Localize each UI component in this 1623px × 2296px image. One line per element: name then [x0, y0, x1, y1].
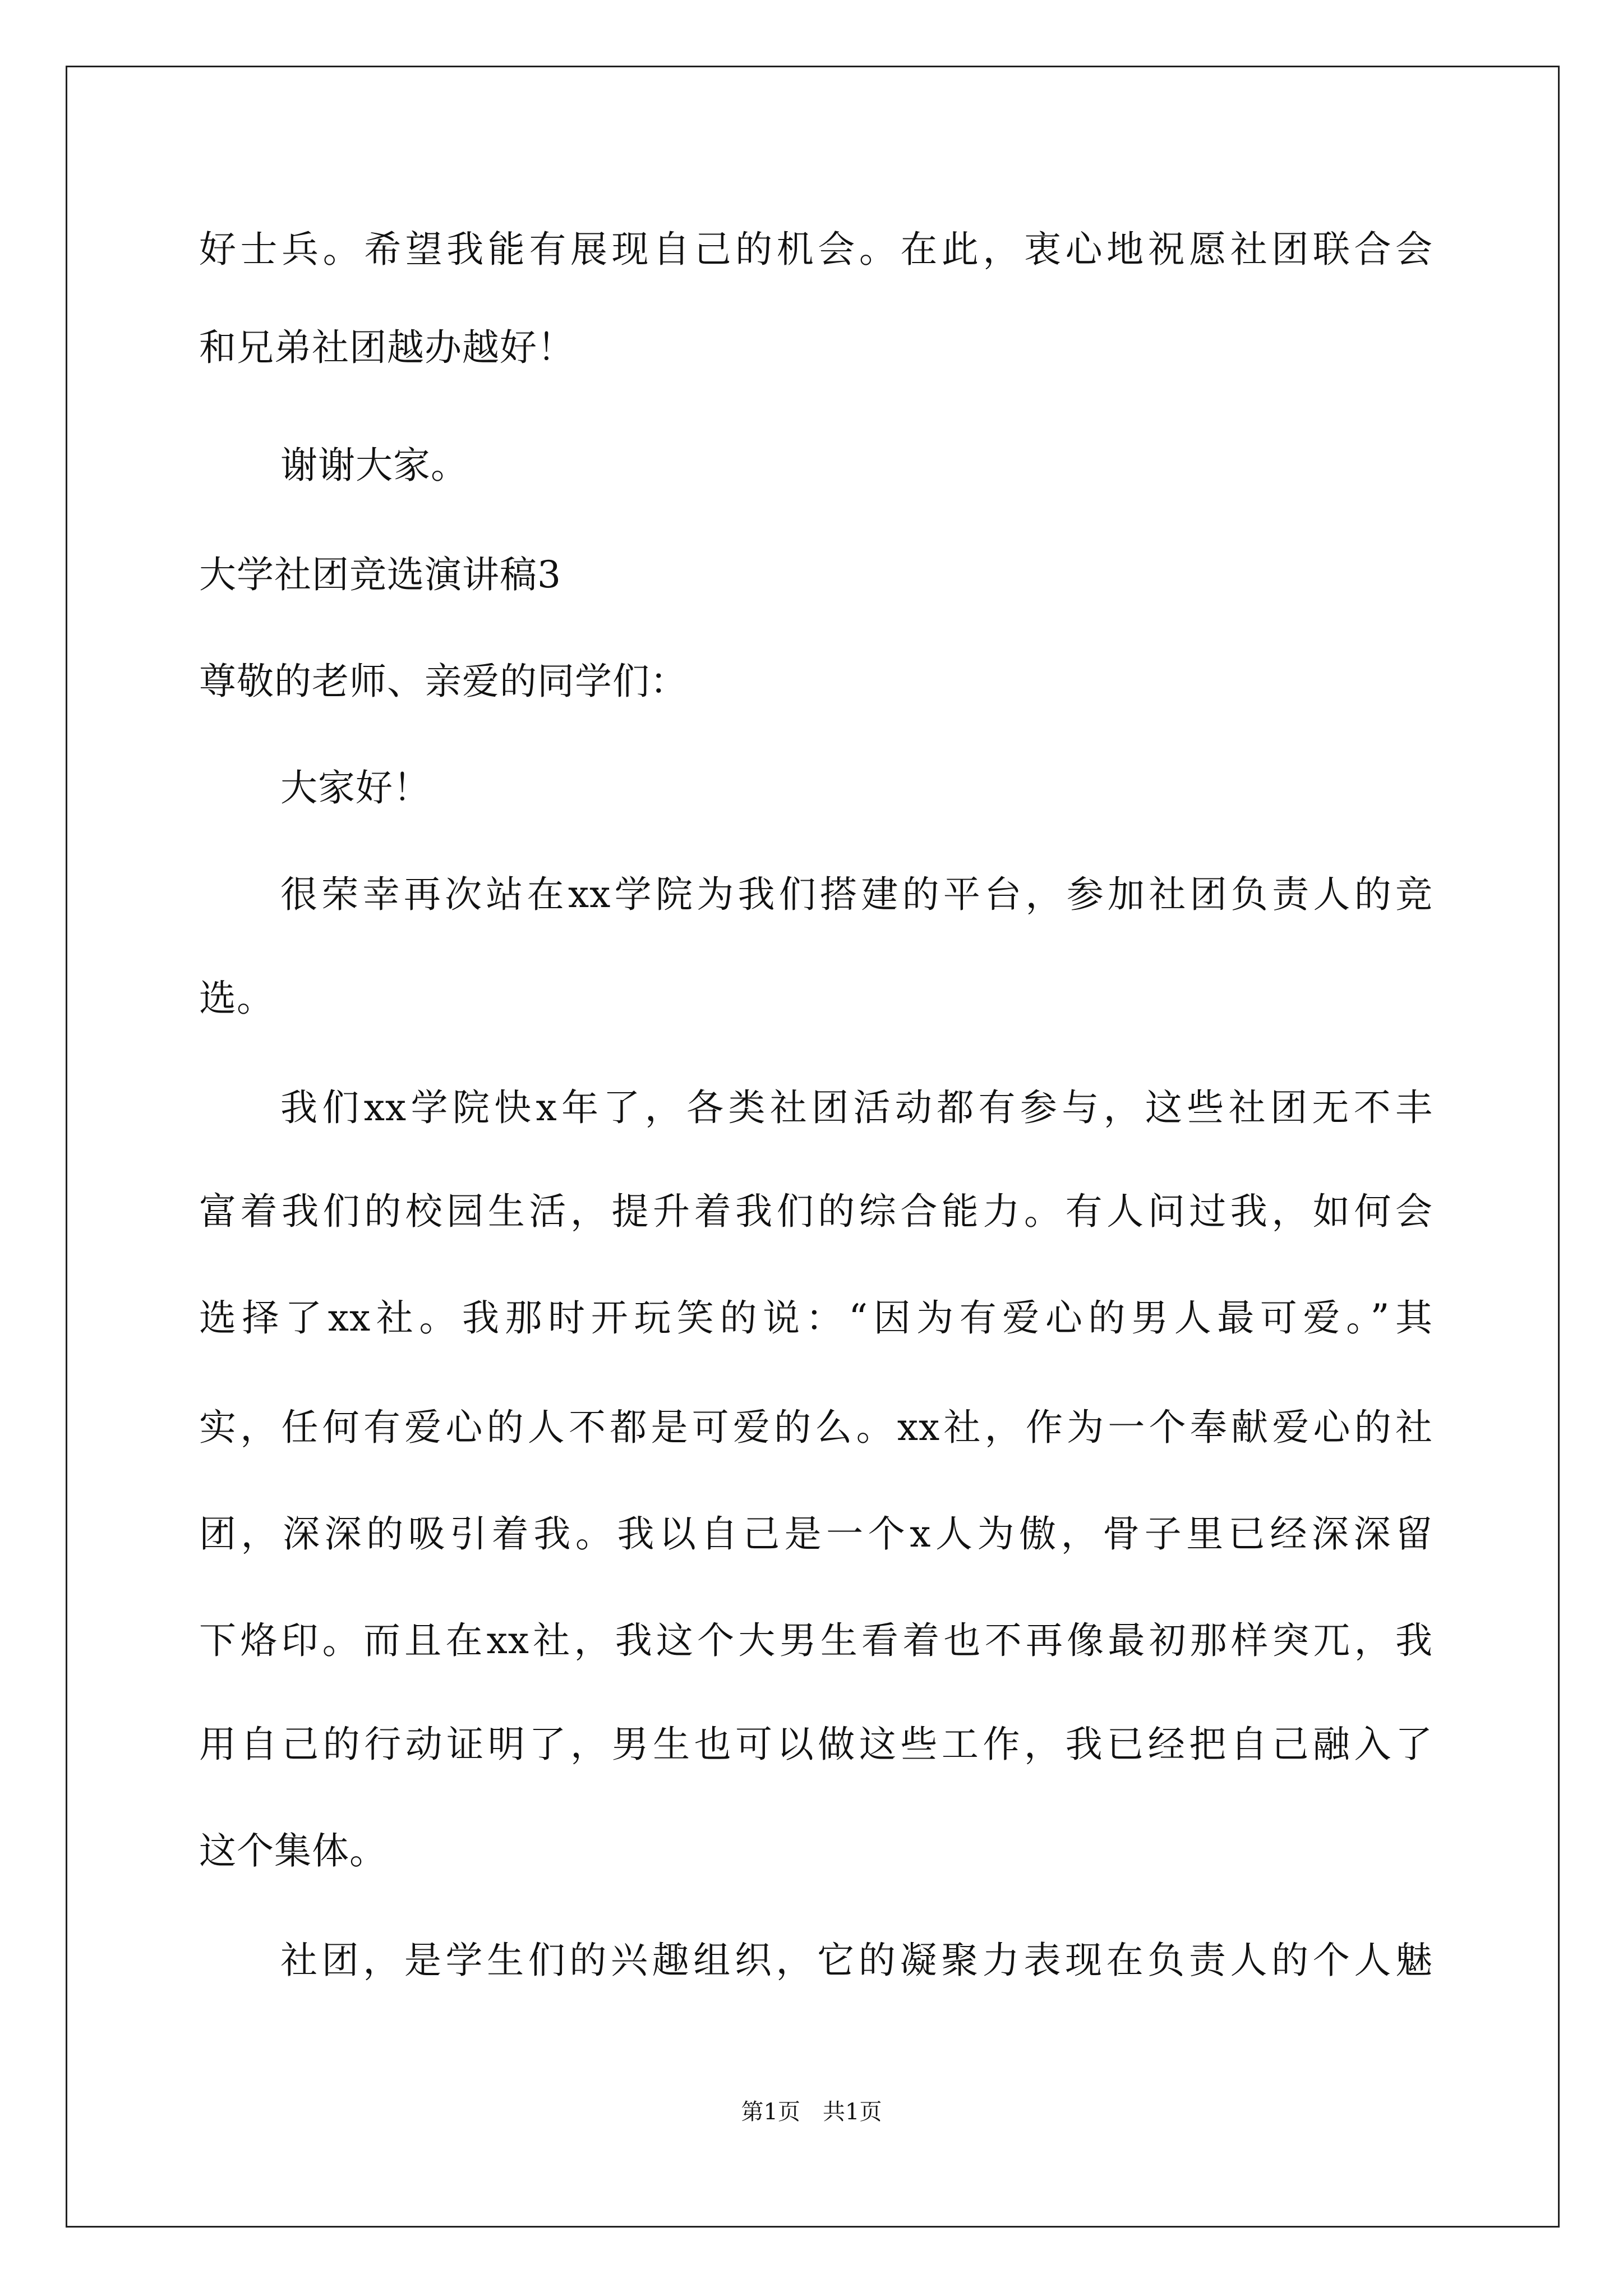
text-line: 下烙印。而且在xx社，我这个大男生看着也不再像最初那样突兀，我 [199, 1619, 1433, 1662]
text-line: 好士兵。希望我能有展现自己的机会。在此，衷心地祝愿社团联合会 [199, 228, 1433, 271]
text-line: 我们xx学院快x年了，各类社团活动都有参与，这些社团无不丰 [280, 1086, 1433, 1129]
page-footer: 第1页 共1页 [741, 2099, 882, 2125]
text-line: 选择了xx社。我那时开玩笑的说：“因为有爱心的男人最可爱。”其 [199, 1296, 1433, 1340]
page-border [66, 66, 1560, 2228]
salutation: 尊敬的老师、亲爱的同学们： [199, 660, 688, 703]
text-line: 和兄弟社团越办越好！ [199, 326, 575, 369]
text-line: 很荣幸再次站在xx学院为我们搭建的平台，参加社团负责人的竞 [280, 873, 1433, 916]
text-line: 团，深深的吸引着我。我以自己是一个x人为傲，骨子里已经深深留 [199, 1512, 1433, 1556]
text-line: 大家好！ [280, 766, 431, 809]
text-line: 用自己的行动证明了，男生也可以做这些工作，我已经把自己融入了 [199, 1723, 1433, 1766]
section-title: 大学社团竞选演讲稿3 [199, 553, 561, 596]
text-line: 实，任何有爱心的人不都是可爱的么。xx社，作为一个奉献爱心的社 [199, 1406, 1433, 1449]
text-line: 选。 [199, 977, 274, 1020]
text-line: 这个集体。 [199, 1829, 387, 1872]
text-line: 社团，是学生们的兴趣组织，它的凝聚力表现在负责人的个人魅 [280, 1939, 1433, 1982]
text-line: 富着我们的校园生活，提升着我们的综合能力。有人问过我，如何会 [199, 1190, 1433, 1233]
text-line: 谢谢大家。 [280, 444, 468, 487]
